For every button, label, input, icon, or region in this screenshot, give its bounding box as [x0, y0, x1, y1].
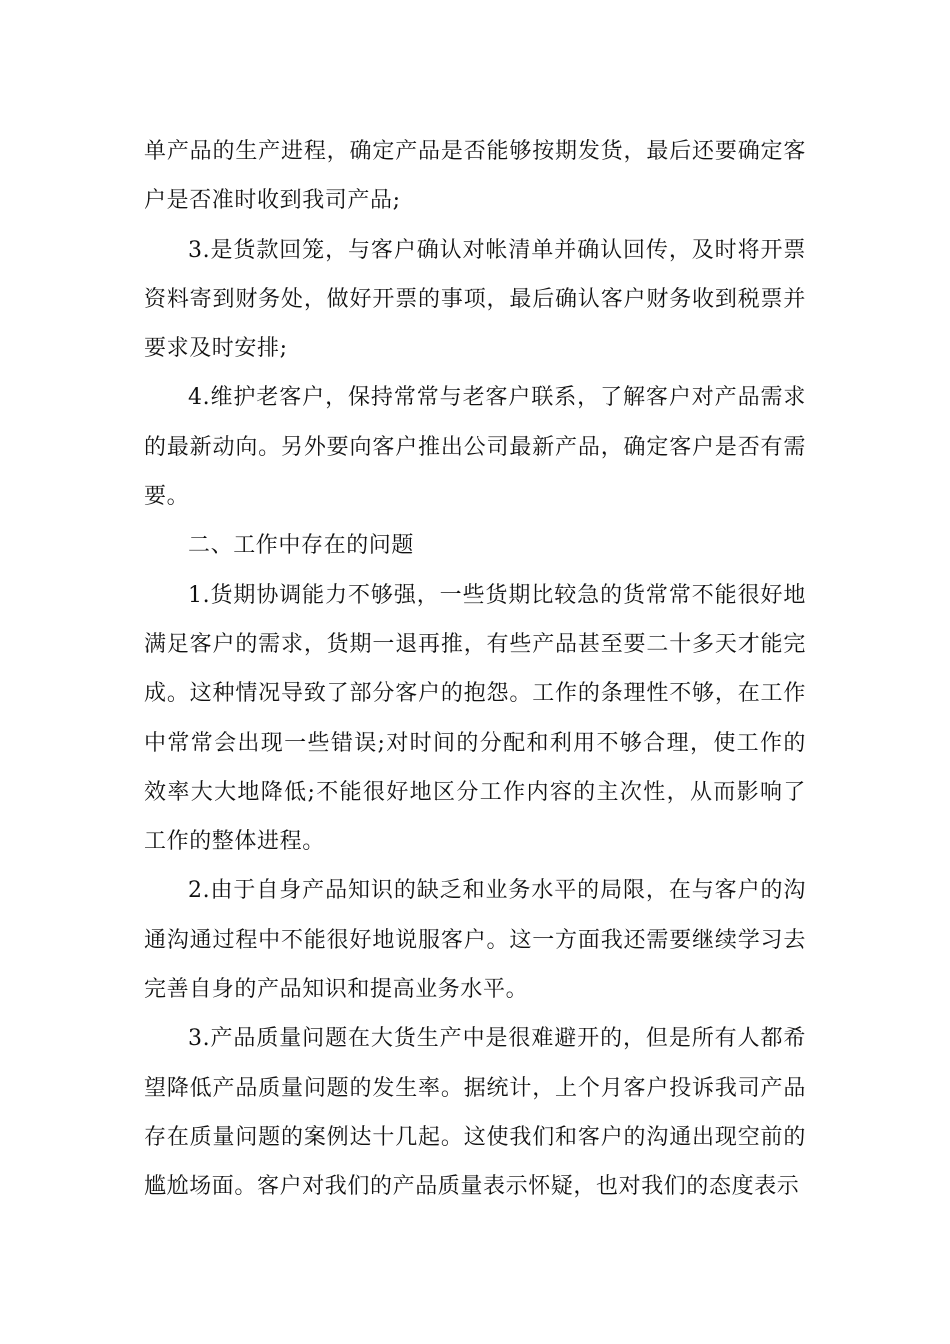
paragraph-continuation: 单产品的生产进程，确定产品是否能够按期发货，最后还要确定客户是否准时收到我司产品;: [144, 139, 806, 214]
paragraph-item-4-clients: 4.维护老客户，保持常常与老客户联系，了解客户对产品需求的最新动向。另外要向客户推出公司最新产品，确定客户是否有需要。: [144, 385, 806, 510]
paragraph-problem-3: 3.产品质量问题在大货生产中是很难避开的，但是所有人都希望降低产品质量问题的发生率。据统计，上个月客户投诉我司产品存在质量问题的案例达十几起。这使我们和客户的沟通出现空前的尴尬场面。客户对我们的产品质量表示怀疑，也对我们的态度表示: [144, 1026, 806, 1200]
document-body: [144, 127, 806, 1212]
paragraph-problem-2: 2.由于自身产品知识的缺乏和业务水平的局限，在与客户的沟通沟通过程中不能很好地说服客户。这一方面我还需要继续学习去完善自身的产品知识和提高业务水平。: [144, 878, 806, 1003]
section-heading-problems: 二、工作中存在的问题: [188, 533, 415, 559]
paragraph-item-3-payment: 3.是货款回笼，与客户确认对帐清单并确认回传，及时将开票资料寄到财务处，做好开票的事项，最后确认客户财务收到税票并要求及时安排;: [144, 237, 806, 362]
paragraph-problem-1: 1.货期协调能力不够强，一些货期比较急的货常常不能很好地满足客户的需求，货期一退再推，有些产品甚至要二十多天才能完成。这种情况导致了部分客户的抱怨。工作的条理性不够，在工作中常常会出现一些错误;对时间的分配和利用不够合理，使工作的效率大大地降低;不能很好地区分工作内容的主次性，从而影响了工作的整体进程。: [144, 582, 806, 855]
